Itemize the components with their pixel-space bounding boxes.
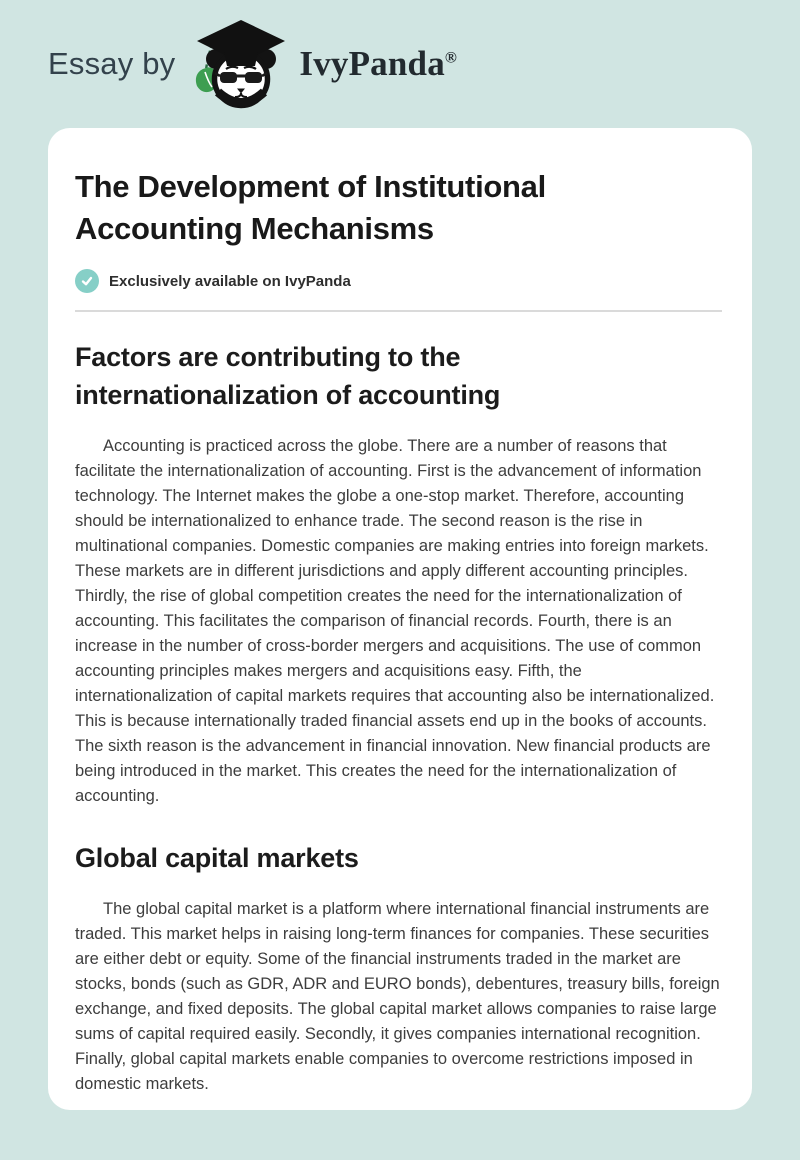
availability-label: Exclusively available on IvyPanda: [109, 272, 351, 290]
section-heading-global-capital-markets: Global capital markets: [75, 843, 359, 873]
divider: [75, 310, 722, 312]
essay-title: The Development of Institutional Accounting Mechanisms: [75, 169, 546, 246]
essay-card: [48, 128, 752, 1110]
section-heading-internationalization: Factors are contributing to the internationalization of accounting: [75, 342, 501, 410]
panda-graduate-icon: [191, 16, 291, 112]
availability-badge: [75, 269, 722, 293]
section-paragraph: The global capital market is a platform where international financial instruments are traded. This market helps in raising long-term finances for companies. These securities are either debt or equity. Some of the financial instruments traded in the market are stocks, bonds (such as GDR, ADR and EURO bonds), debentures, treasury bills, foreign exchange, and fixed deposits. The global capital market allows companies to raise large sums of capital required easily. Secondly, it gives companies international recognition. Finally, global capital markets enable companies to overcome restrictions imposed in domestic markets.: [75, 900, 720, 1093]
section-paragraph: Accounting is practiced across the globe. There are a number of reasons that facilitate the internationalization of accounting. First is the advancement of information technology. The Internet makes the globe a one-stop market. Therefore, accounting should be internationalized to enhance trade. The second reason is the rise in multinational companies. Domestic companies are making entries into foreign markets. These markets are in different jurisdictions and apply different accounting principles. Thirdly, the rise of global competition creates the need for the internationalization of accounting. This facilitates the comparison of financial records. Fourth, there is an increase in the number of cross-border mergers and acquisitions. The use of common accounting principles makes mergers and acquisitions easy. Fifth, the internationalization of capital markets requires that accounting also be internationalized. This is because internationally traded financial assets end up in the books of accounts. The sixth reason is the advancement in financial innovation. New financial products are being introduced in the market. This creates the need for the internationalization of accounting.: [75, 437, 715, 805]
brand-wordmark: [299, 44, 457, 84]
brand-name: IvyPanda: [299, 44, 445, 83]
page-header: [0, 0, 800, 128]
registered-mark: ®: [444, 49, 458, 67]
check-icon: [75, 269, 99, 293]
essay-by-label: Essay by: [48, 46, 176, 81]
